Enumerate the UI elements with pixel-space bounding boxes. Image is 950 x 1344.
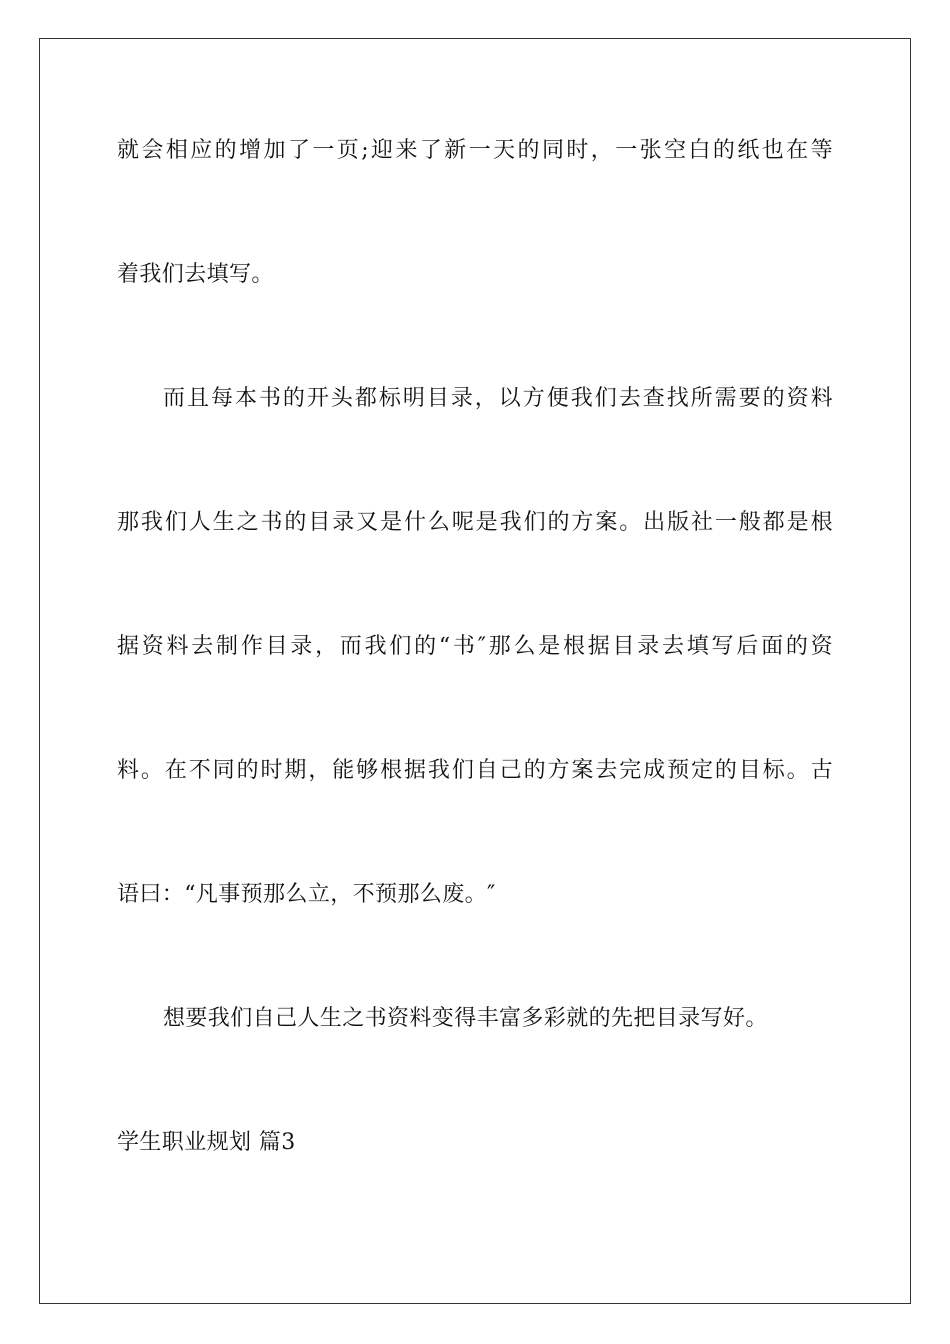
text-line-4: 那我们人生之书的目录又是什么呢是我们的方案。出版社一般都是根 bbox=[117, 510, 833, 535]
text-line-7: 语曰：“凡事预那么立，不预那么废。″ bbox=[117, 882, 496, 907]
text-line-2: 着我们去填写。 bbox=[117, 262, 274, 287]
text-line-1: 就会相应的增加了一页;迎来了新一天的同时，一张空白的纸也在等 bbox=[117, 138, 833, 163]
text-line-8: 想要我们自己人生之书资料变得丰富多彩就的先把目录写好。 bbox=[163, 1006, 768, 1031]
section-heading: 学生职业规划 篇3 bbox=[117, 1130, 296, 1155]
page-border bbox=[39, 38, 911, 1304]
text-line-6: 料。在不同的时期，能够根据我们自己的方案去完成预定的目标。古 bbox=[117, 758, 833, 783]
text-line-5: 据资料去制作目录，而我们的“书″那么是根据目录去填写后面的资 bbox=[117, 634, 833, 659]
text-line-3: 而且每本书的开头都标明目录，以方便我们去查找所需要的资料 bbox=[163, 386, 833, 411]
